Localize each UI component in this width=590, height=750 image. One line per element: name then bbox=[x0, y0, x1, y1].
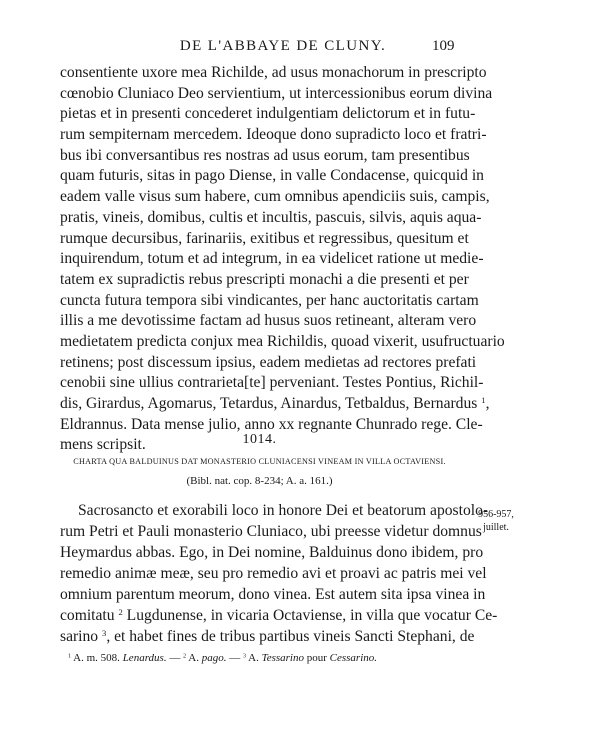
text-segment: dis, Girardus, Agomarus, Tetardus, Ainardus, Tetbaldus, Bernardus bbox=[60, 395, 478, 412]
footnote-marker: 2 bbox=[118, 606, 123, 617]
text-line: bus ibi conversantibus res nostras ad usus eorum, tam presentibus bbox=[60, 146, 470, 164]
text-line: Eldrannus. Data mense julio, anno xx regnante Chunrado rege. Cle- bbox=[60, 415, 483, 433]
text-line: inquirendum, totum et ad integrum, in ea videlicet ratione ut medie- bbox=[60, 250, 484, 268]
footnotes bbox=[68, 652, 488, 664]
text-segment: Lugdunense, in vicaria Octaviense, in villa que vocatur Ce- bbox=[122, 607, 498, 624]
page-number: 109 bbox=[432, 38, 455, 54]
text-line: pietas et in presenti concederet indulgentiam delictorum et in futu- bbox=[60, 105, 476, 123]
text-line-with-footnote bbox=[60, 605, 498, 626]
margin-month: juillet. bbox=[483, 522, 509, 533]
source-reference: (Bibl. nat. cop. 8-234; A. a. 161.) bbox=[186, 475, 333, 487]
text-line: cœnobio Cluniaco Deo servientium, ut intercessionibus eorum divina bbox=[60, 84, 493, 102]
charter-number: 1014. bbox=[242, 432, 277, 447]
text-line: cenobii sine ullius contrarieta[te] perveniant. Testes Pontius, Richil- bbox=[60, 374, 484, 392]
text-line: tatem ex supradictis rebus prescripti monachi a die presenti et per bbox=[60, 270, 469, 288]
text-line-with-footnote bbox=[60, 394, 490, 415]
running-title: DE L'ABBAYE DE CLUNY. bbox=[179, 38, 387, 54]
text-line: Sacrosancto et exorabili loco in honore Dei et beatorum apostolo- bbox=[78, 502, 489, 519]
text-line: medietatem predicta conjux mea Richildis, quoad vixerit, usufructuario bbox=[60, 332, 505, 350]
text-segment: comitatu bbox=[60, 607, 115, 624]
text-line: retinens; post discessum ipsius, eadem medietas ad rectores prefati bbox=[60, 353, 477, 371]
text-line: Heymardus abbas. Ego, in Dei nomine, Balduinus dono ibidem, pro bbox=[60, 544, 484, 561]
footnote-text: A. m. 508. bbox=[71, 652, 123, 664]
margin-date: 956-957, bbox=[478, 509, 514, 520]
text-line: cuncta futura tempora sibi vindicantes, per hanc auctoritatis cartam bbox=[60, 291, 479, 309]
footnote-text: A. bbox=[246, 652, 262, 664]
text-line: illis a me devotissime factam ad husus suos retineant, alteram vero bbox=[60, 312, 477, 330]
footnote-separator: — bbox=[226, 652, 243, 664]
footnote-variant: Lenardus. bbox=[122, 652, 167, 664]
charter-heading: CHARTA QUA BALDUINUS DAT MONASTERIO CLUNIACENSI VINEAM IN VILLA OCTAVIENSI. bbox=[73, 457, 446, 466]
footnote-marker: 2 bbox=[183, 653, 187, 660]
text-line: omnium parentum meorum, dono vinea. Est autem sita ipsa vinea in bbox=[60, 586, 486, 603]
text-line: remedio animæ meæ, seu pro remedio avi et proavi ac patris mei vel bbox=[60, 565, 487, 582]
text-segment: sarino bbox=[60, 628, 99, 645]
footnote-marker: 1 bbox=[68, 653, 72, 660]
text-line: consentiente uxore mea Richilde, ad usus monachorum in prescripto bbox=[60, 64, 487, 81]
running-header bbox=[0, 38, 590, 58]
text-line: eadem valle visus sum habere, cum omnibus apendiciis suis, campis, bbox=[60, 188, 490, 206]
text-line: mens scripsit. bbox=[60, 436, 146, 454]
text-line-with-footnote bbox=[60, 626, 475, 647]
footnote-text: A. bbox=[186, 652, 202, 664]
text-line: rum Petri et Pauli monasterio Cluniaco, ubi preesse videtur domnus bbox=[60, 523, 482, 540]
text-line: pratis, vineis, domibus, cultis et incultis, pascuis, silvis, aquis aqua- bbox=[60, 208, 482, 226]
charter-continuation-text bbox=[60, 63, 505, 456]
footnote-variant: Tessarino bbox=[261, 652, 304, 664]
text-line: rum sempiternam mercedem. Ideoque dono supradicto loco et fratri- bbox=[60, 126, 487, 144]
footnote-variant: Cessarino. bbox=[329, 652, 378, 664]
footnote-text: pour bbox=[303, 652, 330, 664]
text-line: rumque decursibus, farinariis, exitibus et regressibus, quesitum et bbox=[60, 229, 469, 247]
footnote-variant: pago. bbox=[201, 652, 227, 664]
footnote-marker: 3 bbox=[102, 627, 107, 638]
text-segment: , et habet fines de tribus partibus vineis Sancti Stephani, de bbox=[106, 628, 475, 645]
footnote-marker: 1 bbox=[481, 394, 486, 405]
text-segment: , bbox=[485, 395, 490, 412]
footnote-separator: — bbox=[166, 652, 184, 664]
text-line: quam futuris, sitas in pago Diense, in valle Condacense, quicquid in bbox=[60, 167, 484, 185]
footnote-marker: 3 bbox=[242, 653, 246, 660]
